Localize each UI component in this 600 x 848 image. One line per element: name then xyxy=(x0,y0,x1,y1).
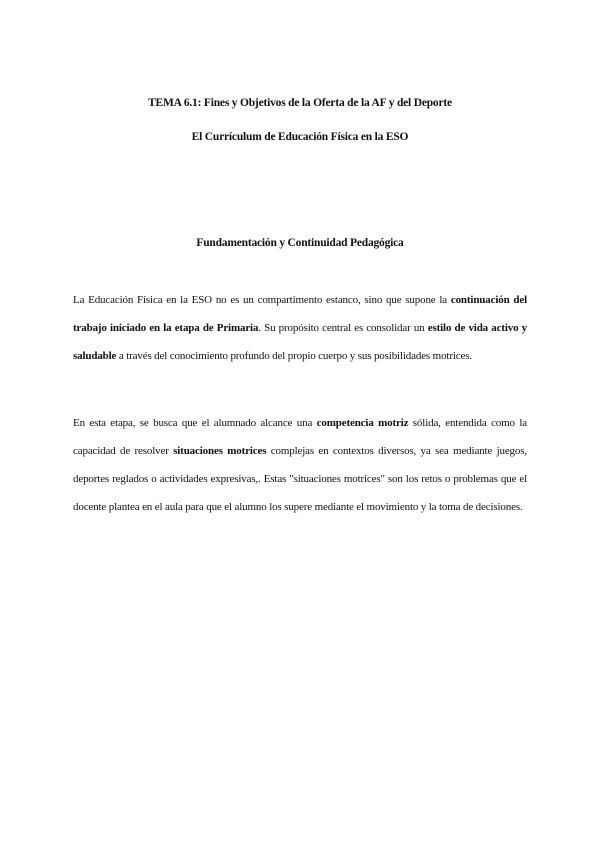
section-heading: Fundamentación y Continuidad Pedagógica xyxy=(196,237,404,249)
paragraph-1-text-c: a través del conocimiento profundo del propio cuerpo y sus posibilidades motrices. xyxy=(116,350,472,362)
paragraph-2-text-b: sólida, entendida como la capacidad de resolver xyxy=(73,417,527,457)
document-subtitle: El Currículum de Educación Física en la ESO xyxy=(191,131,409,143)
document-title: TEMA 6.1: Fines y Objetivos de la Oferta de la AF y del Deporte xyxy=(148,97,452,109)
paragraph-1-bold-a: continuación del trabajo iniciado en la etapa de Primaria xyxy=(73,294,527,334)
paragraph-1-text-b: . Su propósito central es consolidar un xyxy=(258,322,428,334)
paragraph-1 xyxy=(73,286,527,370)
paragraph-2-text-a: En esta etapa, se busca que el alumnado alcance una xyxy=(73,417,317,429)
paragraph-1-text-a: La Educación Física en la ESO no es un compartimento estanco, sino que supone la xyxy=(73,294,451,306)
paragraph-1-bold-b: estilo de vida activo y saludable xyxy=(73,322,528,362)
paragraph-2-bold-a: competencia motriz xyxy=(316,417,409,429)
paragraph-2-bold-b: situaciones motrices xyxy=(173,445,267,457)
paragraph-2 xyxy=(73,409,527,521)
paragraph-2-text-c: complejas en contextos diversos, ya sea mediante juegos, deportes reglados o actividades expresivas,. Estas "situaciones motrices" son los retos o problemas que el docente plantea en el aula para que el alumno los supere mediante el movimiento y la toma de decisiones. xyxy=(73,445,527,513)
